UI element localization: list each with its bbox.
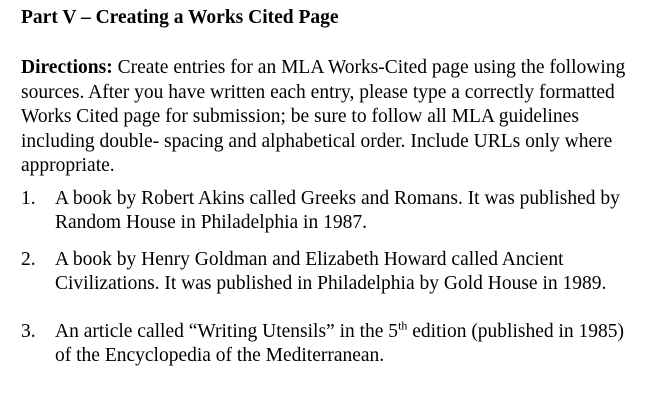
section-heading: Part V – Creating a Works Cited Page	[21, 7, 339, 28]
directions-text: Create entries for an MLA Works-Cited page using the following sources. After you have written each entry, please type a correctly formatted Works Cited page for submission; be sure to follow all MLA guidelines including double- spacing and alphabetical order. Include URLs only where appropriate.	[21, 57, 626, 176]
list-item	[21, 320, 641, 369]
list-item-text-start: An article called “Writing Utensils” in the 5	[55, 320, 399, 342]
list-item-number: 2.	[21, 248, 36, 270]
source-list	[21, 187, 641, 369]
list-item-text: A book by Robert Akins called Greeks and Romans. It was published by Random House in Philadelphia in 1987.	[55, 187, 620, 233]
ordinal-superscript: th	[398, 318, 408, 332]
list-item-text-end: edition (published in 1985) of the Encyclopedia of the Mediterranean.	[55, 320, 625, 366]
list-item	[21, 187, 641, 236]
list-item-text	[55, 318, 625, 367]
directions-paragraph	[21, 56, 633, 179]
document-page	[21, 6, 641, 369]
list-item-number: 3.	[21, 320, 36, 342]
directions-label: Directions:	[21, 57, 113, 78]
list-item-number: 1.	[21, 187, 36, 209]
list-item	[21, 248, 641, 297]
list-item-text: A book by Henry Goldman and Elizabeth Howard called Ancient Civilizations. It was published in Philadelphia by Gold House in 1989.	[55, 248, 607, 294]
